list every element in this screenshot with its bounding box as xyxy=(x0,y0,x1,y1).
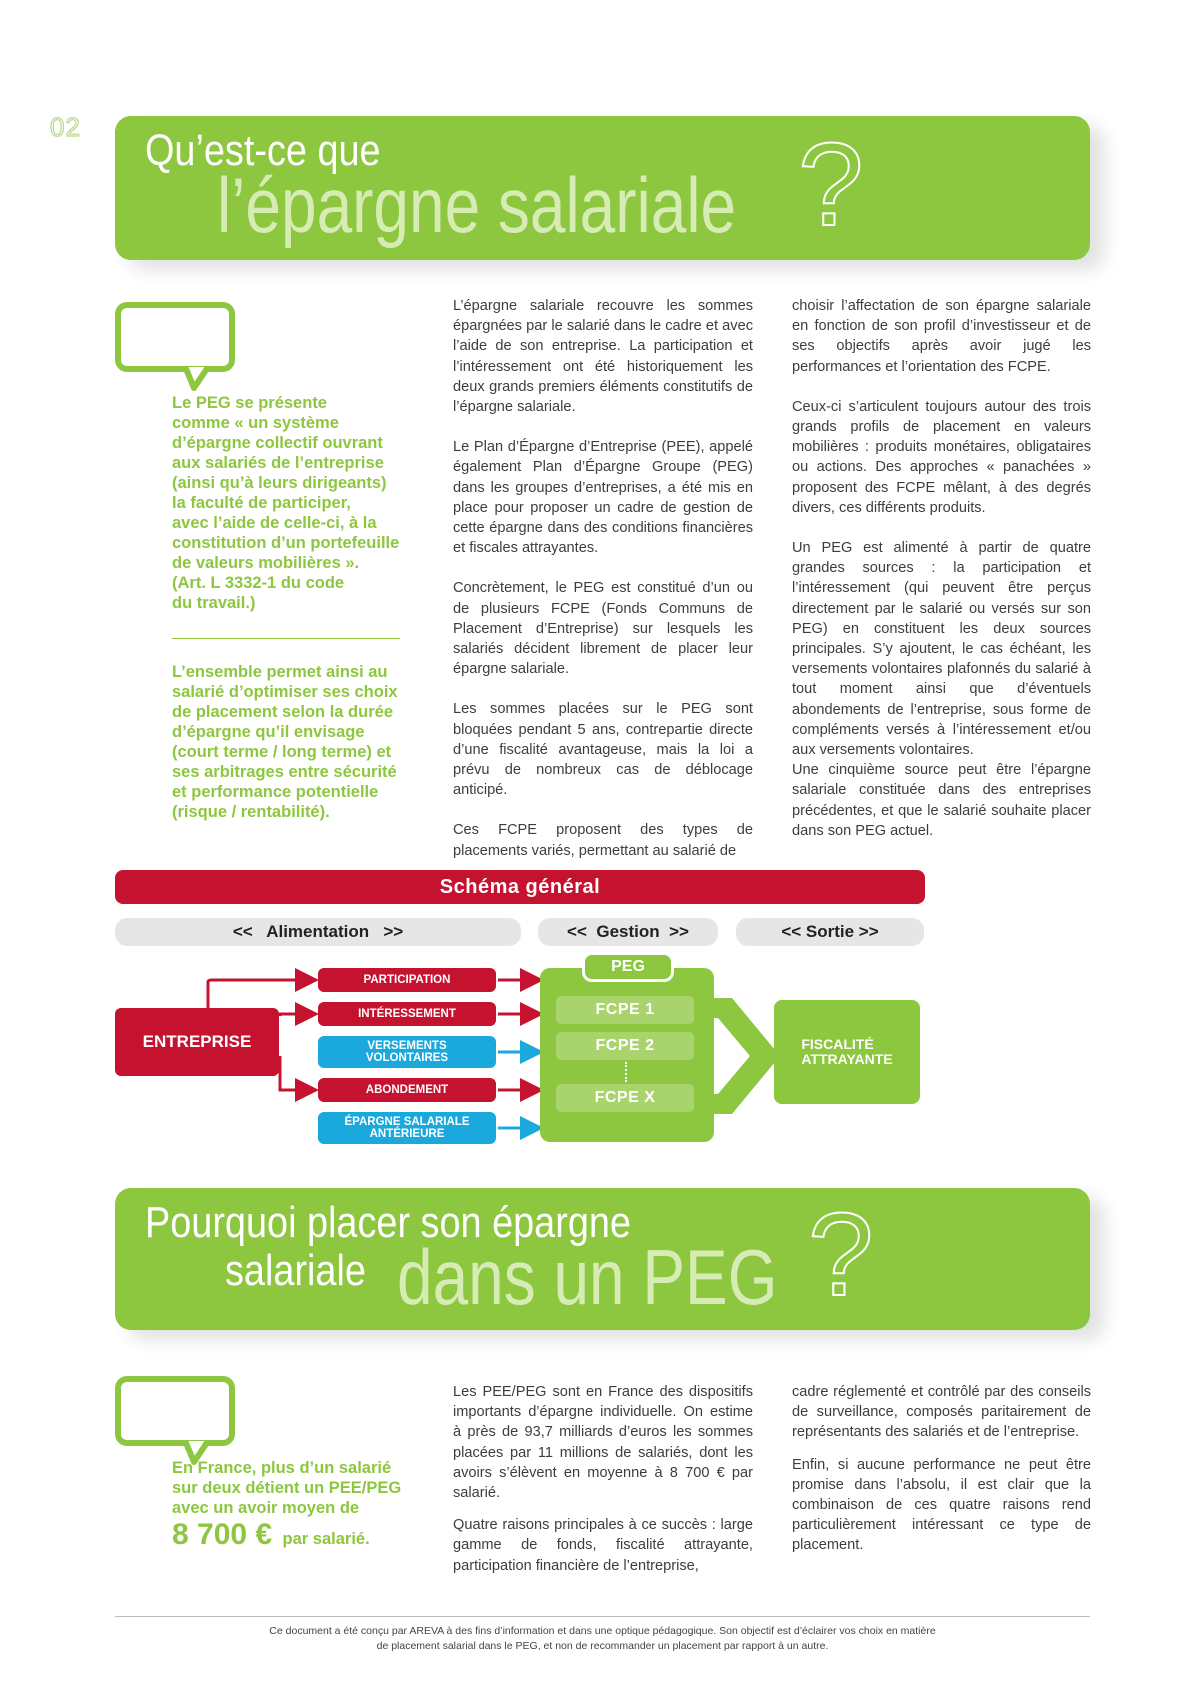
schema-fund-x: FCPE X xyxy=(556,1084,694,1112)
section2-column-2 xyxy=(792,1382,1091,1568)
schema-fund-dots xyxy=(625,1062,627,1082)
section2-title-line2a: salariale xyxy=(225,1246,366,1295)
section1-quote-peg-definition: Le PEG se présente comme « un système d’épargne collectif ouvrant aux salariés de l’entreprise (ainsi qu’à leurs dirigeants) la faculté de participer, avec l’aide de celle-ci, à la constitution d’un portefeuille de valeurs mobilières ». (Art. L 3332-1 du code du travail.) xyxy=(172,394,400,612)
section2-title-line1: Pourquoi placer son épargne xyxy=(145,1198,631,1247)
schema-fund-1: FCPE 1 xyxy=(556,996,694,1024)
speech-bubble-icon xyxy=(115,1376,235,1446)
paragraph: Une cinquième source peut être l’épargne salariale constituée dans des entreprises précédentes, et que le salarié souhaite placer dans son PEG actuel. xyxy=(792,762,1091,839)
paragraph: Les PEE/PEG sont en France des dispositifs importants d’épargne individuelle. On estime à près de 93,7 milliards d’euros les sommes placées par 11 millions de salariés, dont les avoirs s’élèvent en moyenne à 8 700 € par salarié. xyxy=(453,1384,753,1502)
schema-header-alimentation: << Alimentation >> xyxy=(115,918,521,946)
schema-source-versements-volontaires: VERSEMENTS VOLONTAIRES xyxy=(318,1036,496,1068)
question-mark-icon: ? xyxy=(808,1189,874,1321)
section2-column-1 xyxy=(453,1382,753,1588)
schema-entreprise-box: ENTREPRISE xyxy=(115,1008,279,1076)
paragraph: choisir l’affectation de son épargne salariale en fonction de son profil d’investisseur et de ses objectifs après avoir jugé les performances et l’orientation des FCPE. xyxy=(792,298,1091,375)
paragraph: Ceux-ci s’articulent toujours autour des trois grands profils de placement en valeurs mobilières : produits monétaires, obligataires ou actions. Des approches « panachées » proposent des FCPE mêlant, à des degrés divers, ces différents produits. xyxy=(792,398,1091,516)
section2-quote: En France, plus d’un salarié sur deux détient un PEE/PEG avec un avoir moyen de xyxy=(172,1459,402,1517)
paragraph: Le Plan d’Épargne d’Entreprise (PEE), appelé également Plan d’Épargne Groupe (PEG) dans les groupes d’entreprises, a été mis en place pour proposer un cadre de gestion de cette épargne dans des conditions financières et fiscales attrayantes. xyxy=(453,439,753,557)
paragraph: Enfin, si aucune performance ne peut être promise dans l’absolu, il est clair que la combinaison de ces quatre raisons rend particulièrement intéressant ce type de placement. xyxy=(792,1456,1091,1554)
question-mark-icon: ? xyxy=(798,119,864,251)
paragraph: Quatre raisons principales à ce succès : large gamme de fonds, fiscalité attrayante, participation financière de l’entreprise, xyxy=(453,1517,753,1574)
section2-quote-amount-line xyxy=(172,1518,432,1552)
section2-title-line2b: dans un PEG xyxy=(397,1233,778,1321)
schema-source-epargne-anterieure: ÉPARGNE SALARIALE ANTÉRIEURE xyxy=(318,1112,496,1144)
page-number: 02 xyxy=(50,112,81,142)
average-amount: 8 700 € xyxy=(172,1518,273,1551)
section1-quote-optimisation: L’ensemble permet ainsi au salarié d’optimiser ses choix de placement selon la durée d’épargne qu’il envisage (court terme / long terme) et ses arbitrages entre sécurité et performance potentielle (risque / rentabilité). xyxy=(172,663,398,821)
paragraph: Ces FCPE proposent des types de placements variés, permettant au salarié de xyxy=(453,822,753,859)
schema-fund-2: FCPE 2 xyxy=(556,1032,694,1060)
schema-output-fiscalite: FISCALITÉ ATTRAYANTE xyxy=(774,1000,920,1104)
schema-header-gestion: << Gestion >> xyxy=(538,918,718,946)
schema-peg-label: PEG xyxy=(582,952,674,982)
schema-source-interessement: INTÉRESSEMENT xyxy=(318,1002,496,1026)
average-amount-suffix: par salarié. xyxy=(282,1530,370,1548)
paragraph: Concrètement, le PEG est constitué d’un ou de plusieurs FCPE (Fonds Communs de Placement d’Entreprise) sur lesquels les salariés décident librement de placer leur épargne salariale. xyxy=(453,580,753,678)
paragraph: cadre réglementé et contrôlé par des conseils de surveillance, composés paritairement de représentants des salariés et de l’entreprise. xyxy=(792,1384,1091,1441)
chevron-right-icon xyxy=(702,998,782,1114)
footer-disclaimer: Ce document a été conçu par AREVA à des fins d’information et dans une optique pédagogique. Son objectif est d’éclairer vos choix en matière de placement salarial dans le PEG, et non de recommander un placement par rapport à un autre. xyxy=(269,1625,936,1652)
paragraph: Les sommes placées sur le PEG sont bloquées pendant 5 ans, contrepartie directe d’une fiscalité avantageuse, mais la loi a prévu de nombreux cas de déblocage anticipé. xyxy=(453,701,753,799)
schema-source-participation: PARTICIPATION xyxy=(318,968,496,992)
section2-banner xyxy=(115,1188,1090,1330)
footer-divider xyxy=(115,1616,1090,1617)
schema-header-sortie: << Sortie >> xyxy=(736,918,924,946)
schema-title-bar: Schéma général xyxy=(115,870,925,904)
section1-title-line1: Qu’est-ce que xyxy=(145,126,381,175)
section1-title-line2: l’épargne salariale xyxy=(217,161,737,249)
paragraph: Un PEG est alimenté à partir de quatre grandes sources : la participation et l’intéressement (qui peuvent être perçus directement par le salarié ou versés sur son PEG) en constituent les deux sources principales. S’y ajoutent, le cas échéant, les versements volontaires plafonnés du salarié à tout moment ainsi que d’éventuels abondements de l’entreprise, sous forme de compléments versés à l’intéressement et/ou aux versements volontaires. xyxy=(792,540,1091,759)
schema-source-abondement: ABONDEMENT xyxy=(318,1078,496,1102)
paragraph: L’épargne salariale recouvre les sommes épargnées par le salarié dans le cadre et avec l’aide de son entreprise. La participation et l’intéressement ont été historiquement les deux grands premiers éléments constitutifs de l’épargne salariale. xyxy=(453,298,753,416)
